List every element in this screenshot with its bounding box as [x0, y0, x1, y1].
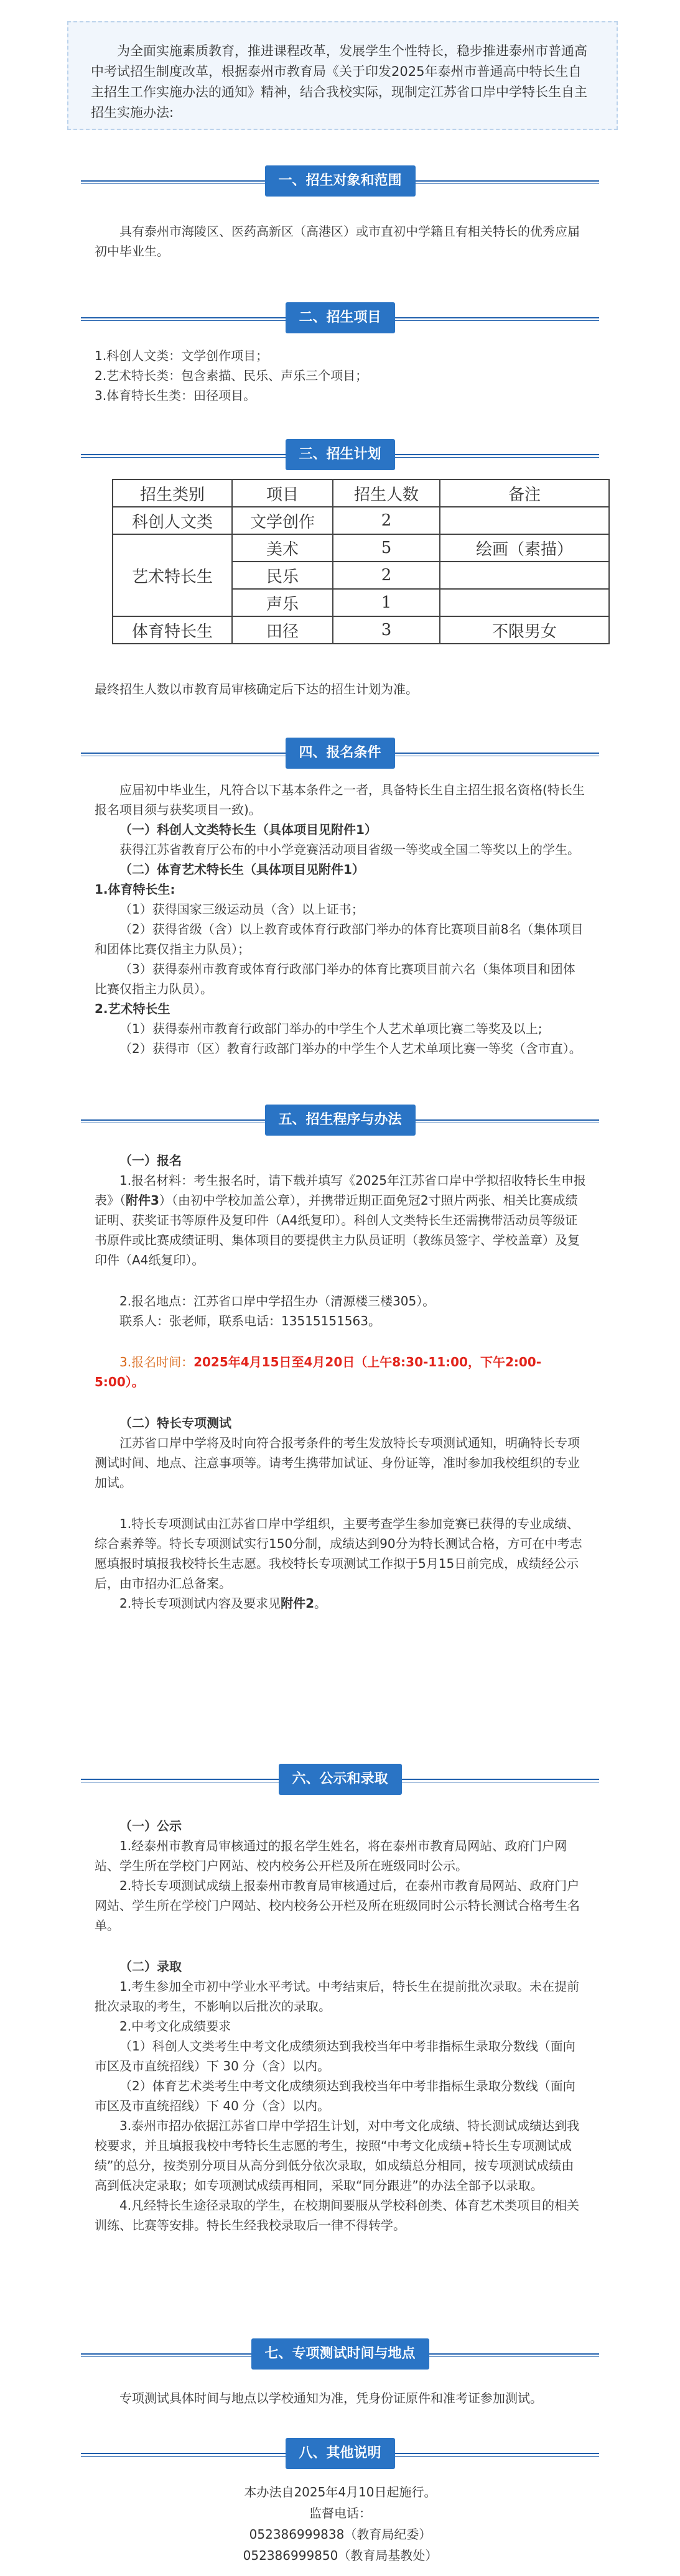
- notice-line: 监督电话：: [309, 2506, 371, 2521]
- paragraph: 最终招生人数以市教育局审核确定后下达的招生计划为准。: [95, 682, 418, 697]
- header-cell: 项目: [232, 480, 333, 507]
- table-cell: [440, 589, 609, 616]
- paragraph: 应届初中毕业生，凡符合以下基本条件之一者，具备特长生自主招生报名资格(特长生报名项目须与获奖项目一致)。: [95, 782, 585, 817]
- paragraph: 2.中考文化成绩要求: [119, 2019, 231, 2034]
- paragraph: 专项测试具体时间与地点以学校通知为准，凭身份证原件和准考证参加测试。: [119, 2391, 543, 2406]
- paragraph: 3.报名时间：2025年4月15日至4月20日（上午8:30-11:00，下午2:00-5:00）。: [95, 1355, 542, 1389]
- paragraph: 江苏省口岸中学将及时向符合报考条件的考生发放特长专项测试通知，明确特长专项测试时间、地点、注意事项等。请考生携带加试证、身份证等，准时参加我校组织的专业加试。: [95, 1435, 580, 1490]
- paragraph: 2.报名地点：江苏省口岸中学招生办（清源楼三楼305）。: [119, 1294, 435, 1309]
- subheading: 1.体育特长生:: [95, 882, 175, 897]
- phone-line: 052386999838（教育局纪委）: [249, 2527, 432, 2542]
- section-title: 四、报名条件: [285, 738, 394, 769]
- subheading: （二）录取: [119, 1959, 182, 1974]
- header-cell: 备注: [440, 480, 609, 507]
- section-4-body: [95, 780, 586, 1059]
- intro-box: [67, 21, 618, 130]
- paragraph: 1.报名材料：考生报名时，请下载并填写《2025年江苏省口岸中学拟招收特长生申报表》（附件3）（由初中学校加盖公章），并携带近期正面免冠2寸照片两张、相关比赛成绩证明、获奖证书等原件及复印件（A4纸复印）。科创人文类特长生还需携带活动员等级证书原件或比赛成绩证明、集体项目的要提供主力队员证明（教练员签字、学校盖章）及复印件（A4纸复印）。: [95, 1173, 586, 1267]
- paragraph: （3）获得泰州市教育或体育行政部门举办的体育比赛项目前六名（集体项目和团体比赛仅指主力队员）。: [95, 961, 575, 996]
- paragraph: 3.泰州市招办依据江苏省口岸中学招生计划，对中考文化成绩、特长测试成绩达到我校要求，并且填报我校中考特长生志愿的考生，按照“中考文化成绩+特长生专项测试成绩”的总分，按类别分项目从高分到低分依次录取，如成绩总分相同，按专项测试成绩由高到低决定录取；如专项测试成绩再相同，采取“同分跟进”的办法全部予以录取。: [95, 2118, 580, 2193]
- paragraph: （2）体育艺术类考生中考文化成绩须达到我校当年中考非指标生录取分数线（面向市区及市直统招线）下 40 分（含）以内。: [95, 2078, 575, 2113]
- paragraph: （1）科创人文类考生中考文化成绩须达到我校当年中考非指标生录取分数线（面向市区及市直统招线）下 30 分（含）以内。: [95, 2039, 575, 2073]
- section-header-8: [0, 2438, 680, 2469]
- list-item: 3.体育特长生类：田径项目。: [95, 388, 256, 403]
- paragraph: （2）获得省级（含）以上教育或体育行政部门举办的体育比赛项目前8名（集体项目和团体比赛仅指主力队员）；: [95, 922, 584, 957]
- section-3-note: [95, 679, 586, 699]
- subheading: （一）报名: [119, 1153, 182, 1168]
- table-cell: 绘画（素描）: [440, 534, 609, 562]
- section-header-6: [0, 1764, 680, 1795]
- section-header-2: [0, 302, 680, 333]
- table-cell: 美术: [232, 534, 333, 562]
- section-header-7: [0, 2338, 680, 2370]
- header-cell: 招生类别: [113, 480, 232, 507]
- table-header-row: [113, 480, 609, 507]
- table-cell: [440, 507, 609, 534]
- paragraph: 2.特长专项测试成绩上报泰州市教育局审核通过后，在泰州市教育局网站、政府门户网站、学生所在学校门户网站、校内校务公开栏及所在班级同时公示特长测试合格考生名单。: [95, 1878, 580, 1933]
- table-row: [113, 507, 609, 534]
- attachment-ref: 附件3: [126, 1193, 159, 1208]
- section-6-body: [95, 1816, 586, 2235]
- phone-line: 052386999850（教育局基教处）: [243, 2548, 438, 2563]
- paragraph: 1.特长专项测试由江苏省口岸中学组织，主要考查学生参加竞赛已获得的专业成绩、综合素养等。特长专项测试实行150分制，成绩达到90分为特长测试合格，方可在中考志愿填报时填报我校特长生志愿。我校特长专项测试工作拟于5月15日前完成，成绩经公示后，由市招办汇总备案。: [95, 1516, 582, 1591]
- section-title: 七、专项测试时间与地点: [251, 2338, 429, 2370]
- table-cell: 科创人文类: [113, 507, 232, 534]
- paragraph: 2.特长专项测试内容及要求见附件2。: [119, 1596, 327, 1611]
- table-row: [113, 534, 609, 562]
- table-cell: 艺术特长生: [113, 534, 232, 616]
- section-1-body: [95, 221, 586, 261]
- quota-table: [112, 479, 610, 644]
- table-cell: 1: [333, 589, 440, 616]
- section-header-4: [0, 738, 680, 769]
- section-header-5: [0, 1105, 680, 1136]
- section-2-list: [95, 346, 586, 405]
- section-7-body: [95, 2388, 586, 2408]
- section-header-1: [0, 165, 680, 197]
- subheading: （二）特长专项测试: [119, 1415, 231, 1430]
- attachment-ref: 附件2: [281, 1596, 315, 1611]
- paragraph: （1）获得国家三级运动员（含）以上证书；: [119, 902, 364, 917]
- table-cell: 民乐: [232, 562, 333, 589]
- paragraph: 获得江苏省教育厅公布的中小学竞赛活动项目省级一等奖或全国二等奖以上的学生。: [119, 842, 580, 857]
- paragraph: 联系人：张老师，联系电话：13515151563。: [119, 1313, 381, 1328]
- table-cell: 体育特长生: [113, 616, 232, 644]
- subheading: （二）体育艺术特长生（具体项目见附件1）: [119, 862, 365, 877]
- table-cell: 文学创作: [232, 507, 333, 534]
- table-cell: 3: [333, 616, 440, 644]
- paragraph: 具有泰州市海陵区、医药高新区（高港区）或市直初中学籍且有相关特长的优秀应届初中毕业生。: [95, 224, 580, 259]
- subheading: （一）科创人文类特长生（具体项目见附件1）: [119, 822, 377, 837]
- section-title: 一、招生对象和范围: [264, 165, 415, 197]
- paragraph: 1.经泰州市教育局审核通过的报名学生姓名，将在泰州市教育局网站、政府门户网站、学生所在学校门户网站、校内校务公开栏及所在班级同时公示。: [95, 1838, 567, 1873]
- table-cell: 声乐: [232, 589, 333, 616]
- section-title: 八、其他说明: [285, 2438, 394, 2469]
- notice-line: 本办法自2025年4月10日起施行。: [244, 2485, 437, 2500]
- paragraph: （1）获得泰州市教育行政部门举办的中学生个人艺术单项比赛二等奖及以上;: [119, 1021, 543, 1036]
- paragraph: 1.考生参加全市初中学业水平考试。中考结束后，特长生在提前批次录取。未在提前批次录取的考生，不影响以后批次的录取。: [95, 1979, 580, 2014]
- table-row: [113, 616, 609, 644]
- section-5-body: [95, 1151, 586, 1613]
- table-cell: 2: [333, 562, 440, 589]
- header-cell: 招生人数: [333, 480, 440, 507]
- highlight-time: 2025年4月15日至4月20日（上午8:30-11:00，下午2:00-5:00）。: [95, 1355, 542, 1389]
- paragraph: （2）获得市（区）教育行政部门举办的中学生个人艺术单项比赛一等奖（含市直）。: [119, 1041, 582, 1056]
- section-title: 三、招生计划: [285, 439, 394, 470]
- subheading: 2.艺术特长生: [95, 1001, 170, 1016]
- table-cell: 2: [333, 507, 440, 534]
- table-cell: 田径: [232, 616, 333, 644]
- table-cell: 不限男女: [440, 616, 609, 644]
- list-item: 1.科创人文类：文学创作项目；: [95, 348, 269, 363]
- table-cell: [440, 562, 609, 589]
- paragraph: 4.凡经特长生途径录取的学生，在校期间要服从学校科创类、体育艺术类项目的相关训练、比赛等安排。特长生经我校录取后一律不得转学。: [95, 2198, 580, 2233]
- section-title: 五、招生程序与办法: [264, 1105, 415, 1136]
- section-header-3: [0, 439, 680, 470]
- table-cell: 5: [333, 534, 440, 562]
- section-8-body: [95, 2481, 586, 2566]
- list-item: 2.艺术特长类：包含素描、民乐、声乐三个项目；: [95, 368, 368, 383]
- subheading: （一）公示: [119, 1818, 182, 1833]
- section-title: 二、招生项目: [285, 302, 394, 333]
- intro-text: 为全面实施素质教育，推进课程改革，发展学生个性特长，稳步推进泰州市普通高中考试招生制度改革，根据泰州市教育局《关于印发2025年泰州市普通高中特长生自主招生工作实施办法的通知》精神，结合我校实际，现制定江苏省口岸中学特长生自主招生实施办法:: [91, 44, 587, 120]
- section-title: 六、公示和录取: [278, 1764, 401, 1795]
